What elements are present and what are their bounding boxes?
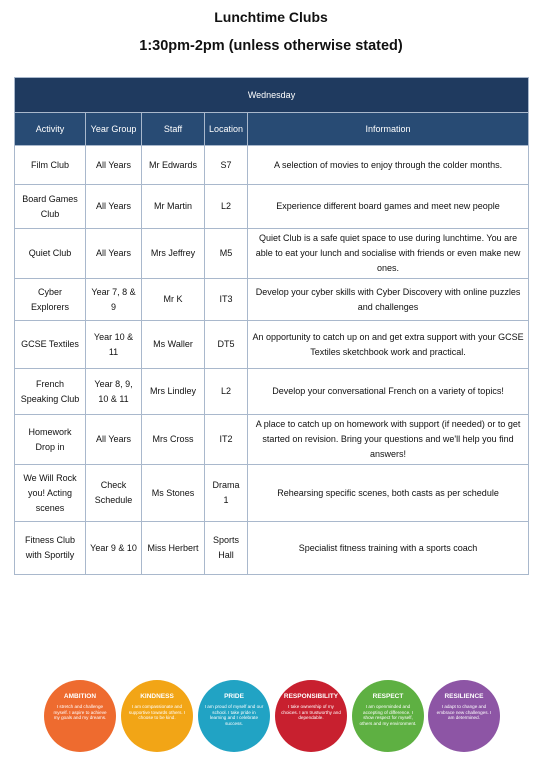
cell-staff: Mrs Cross	[142, 415, 205, 465]
value-pride-badge	[198, 680, 270, 752]
cell-information: An opportunity to catch up on and get extra support with your GCSE Textiles sketchbook work and practical.	[248, 321, 529, 369]
value-kindness-badge	[121, 680, 193, 752]
table-row	[15, 279, 529, 321]
day-header: Wednesday	[15, 78, 529, 113]
table-row	[15, 185, 529, 229]
value-ambition-badge	[44, 680, 116, 752]
cell-year-group: All Years	[86, 415, 142, 465]
page-title: Lunchtime Clubs	[214, 9, 328, 25]
cell-location: L2	[205, 369, 248, 415]
cell-year-group: Year 7, 8 & 9	[86, 279, 142, 321]
cell-location: M5	[205, 229, 248, 279]
value-title: RESILIENCE	[444, 693, 484, 700]
value-description: I am compassionate and supportive towards others. I choose to be kind.	[128, 704, 186, 721]
cell-activity: French Speaking Club	[15, 369, 86, 415]
cell-activity: Cyber Explorers	[15, 279, 86, 321]
cell-activity: GCSE Textiles	[15, 321, 86, 369]
cell-location: Drama 1	[205, 465, 248, 522]
page-subtitle-time: 1:30pm-2pm (unless otherwise stated)	[139, 38, 403, 54]
cell-staff: Mr Edwards	[142, 146, 205, 185]
cell-activity: We Will Rock you! Acting scenes	[15, 465, 86, 522]
table-row	[15, 522, 529, 575]
table-row	[15, 146, 529, 185]
cell-staff: Mr K	[142, 279, 205, 321]
cell-location: IT3	[205, 279, 248, 321]
table-row	[15, 369, 529, 415]
cell-location: Sports Hall	[205, 522, 248, 575]
cell-year-group: Year 8, 9, 10 & 11	[86, 369, 142, 415]
cell-information: Quiet Club is a safe quiet space to use during lunchtime. You are able to eat your lunch and socialise with friends or even make new ones.	[248, 229, 529, 279]
column-header-row	[15, 113, 529, 146]
value-description: I adapt to change and embrace new challenges. I am determined.	[436, 704, 492, 721]
table-row	[15, 229, 529, 279]
day-header-row	[15, 78, 529, 113]
cell-activity: Quiet Club	[15, 229, 86, 279]
cell-year-group: Year 9 & 10	[86, 522, 142, 575]
cell-year-group: All Years	[86, 146, 142, 185]
cell-information: Specialist fitness training with a sports coach	[248, 522, 529, 575]
cell-activity: Film Club	[15, 146, 86, 185]
value-respect-badge	[352, 680, 424, 752]
cell-staff: Mrs Lindley	[142, 369, 205, 415]
value-resilience-badge	[428, 680, 500, 752]
column-header-staff: Staff	[142, 113, 205, 146]
cell-location: L2	[205, 185, 248, 229]
value-title: RESPECT	[372, 693, 404, 700]
school-values	[44, 680, 500, 752]
cell-information: Experience different board games and meet new people	[248, 185, 529, 229]
value-title: RESPONSIBILITY	[283, 693, 339, 700]
clubs-table	[14, 77, 529, 575]
value-title: AMBITION	[63, 693, 97, 700]
cell-activity: Homework Drop in	[15, 415, 86, 465]
value-responsibility-badge	[275, 680, 347, 752]
table-row	[15, 321, 529, 369]
value-description: I stretch and challenge myself. I aspire to achieve my goals and my dreams.	[53, 704, 107, 721]
column-header-year-group: Year Group	[86, 113, 142, 146]
cell-staff: Miss Herbert	[142, 522, 205, 575]
column-header-activity: Activity	[15, 113, 86, 146]
value-description: I am proud of myself and our school. I take pride in learning and I celebrate success.	[204, 704, 264, 726]
cell-year-group: Year 10 & 11	[86, 321, 142, 369]
cell-location: DT5	[205, 321, 248, 369]
cell-year-group: All Years	[86, 229, 142, 279]
cell-information: A selection of movies to enjoy through the colder months.	[248, 146, 529, 185]
cell-information: A place to catch up on homework with support (if needed) or to get started on revision. Bring your questions and we'll help you find answers!	[248, 415, 529, 465]
cell-staff: Mr Martin	[142, 185, 205, 229]
cell-location: IT2	[205, 415, 248, 465]
value-title: PRIDE	[224, 693, 244, 700]
table-row	[15, 465, 529, 522]
cell-staff: Mrs Jeffrey	[142, 229, 205, 279]
cell-year-group: Check Schedule	[86, 465, 142, 522]
cell-information: Develop your cyber skills with Cyber Discovery with online puzzles and challenges	[248, 279, 529, 321]
cell-staff: Ms Waller	[142, 321, 205, 369]
column-header-location: Location	[205, 113, 248, 146]
column-header-information: Information	[248, 113, 529, 146]
cell-information: Rehearsing specific scenes, both casts as per schedule	[248, 465, 529, 522]
cell-staff: Ms Stones	[142, 465, 205, 522]
table-row	[15, 415, 529, 465]
cell-activity: Fitness Club with Sportily	[15, 522, 86, 575]
cell-location: S7	[205, 146, 248, 185]
cell-activity: Board Games Club	[15, 185, 86, 229]
cell-information: Develop your conversational French on a variety of topics!	[248, 369, 529, 415]
value-description: I am openminded and accepting of difference. I show respect for myself, others and my environment.	[359, 704, 417, 726]
value-title: KINDNESS	[140, 693, 174, 700]
cell-year-group: All Years	[86, 185, 142, 229]
value-description: I take ownership of my choices. I am trustworthy and dependable.	[281, 704, 341, 721]
